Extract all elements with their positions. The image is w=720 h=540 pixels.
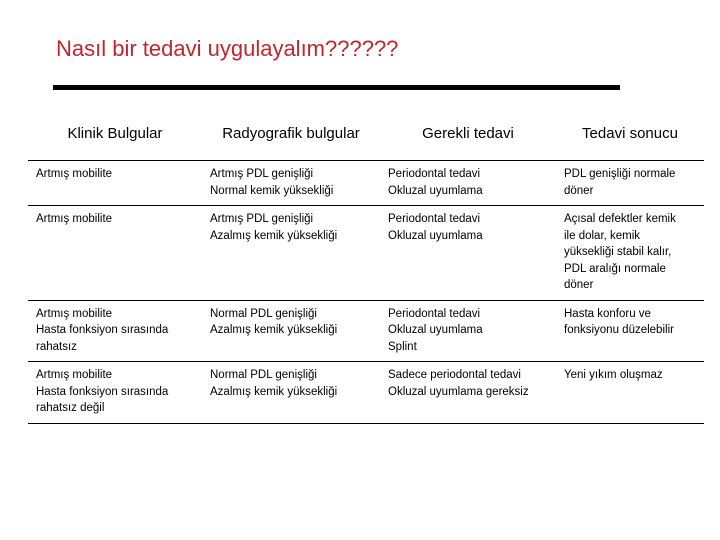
cell-line: Artmış mobilite bbox=[36, 213, 113, 225]
cell-clinical-findings bbox=[28, 161, 202, 206]
table-row bbox=[28, 300, 704, 362]
cell-required-treatment bbox=[380, 161, 556, 206]
cell-line: Normal PDL genişliği bbox=[210, 369, 317, 381]
cell-treatment-outcome bbox=[556, 362, 704, 424]
cell-line: Artmış mobilite bbox=[36, 369, 113, 381]
cell-line: Periodontal tedavi bbox=[388, 213, 481, 225]
cell-line: Periodontal tedavi bbox=[388, 168, 481, 180]
cell-line: Periodontal tedavi bbox=[388, 307, 481, 320]
cell-line: ile dolar, kemik bbox=[564, 229, 641, 242]
cell-line: Okluzal uyumlama bbox=[388, 324, 483, 336]
cell-treatment-outcome bbox=[556, 161, 704, 206]
cell-line: Azalmış kemik yüksekliği bbox=[210, 229, 338, 242]
cell-clinical-findings bbox=[28, 362, 202, 424]
cell-line: fonksiyonu düzelebilir bbox=[564, 324, 674, 336]
cell-line: Hasta konforu ve bbox=[564, 307, 651, 320]
cell-line: Azalmış kemik yüksekliği bbox=[210, 385, 338, 398]
cell-line: rahatsız değil bbox=[36, 402, 105, 414]
cell-line: Artmış mobilite bbox=[36, 307, 113, 320]
cell-required-treatment bbox=[380, 206, 556, 301]
title-underline bbox=[53, 85, 620, 90]
cell-required-treatment bbox=[380, 300, 556, 362]
cell-line: Okluzal uyumlama gereksiz bbox=[388, 385, 529, 398]
treatment-table bbox=[28, 106, 704, 424]
header-required-treatment: Gerekli tedavi bbox=[380, 106, 556, 161]
cell-treatment-outcome bbox=[556, 206, 704, 301]
cell-radiographic-findings bbox=[202, 300, 380, 362]
cell-treatment-outcome bbox=[556, 300, 704, 362]
table-row bbox=[28, 206, 704, 301]
cell-line: rahatsız bbox=[36, 340, 77, 353]
cell-required-treatment bbox=[380, 362, 556, 424]
header-treatment-outcome: Tedavi sonucu bbox=[556, 106, 704, 161]
cell-line: Normal kemik yüksekliği bbox=[210, 184, 334, 197]
cell-line: Yeni yıkım oluşmaz bbox=[564, 369, 663, 381]
header-clinical-findings: Klinik Bulgular bbox=[28, 106, 202, 161]
cell-radiographic-findings bbox=[202, 206, 380, 301]
table-row bbox=[28, 362, 704, 424]
cell-line: Splint bbox=[388, 340, 417, 353]
cell-line: PDL aralığı normale bbox=[564, 262, 666, 275]
cell-line: Normal PDL genişliği bbox=[210, 307, 317, 320]
cell-line: Hasta fonksiyon sırasında bbox=[36, 385, 169, 398]
cell-radiographic-findings bbox=[202, 362, 380, 424]
cell-line: Azalmış kemik yüksekliği bbox=[210, 324, 338, 336]
cell-line: Sadece periodontal tedavi bbox=[388, 369, 521, 381]
cell-clinical-findings bbox=[28, 300, 202, 362]
cell-line: Artmış PDL genişliği bbox=[210, 213, 314, 225]
cell-line: döner bbox=[564, 279, 594, 291]
table-header-row bbox=[28, 106, 704, 161]
cell-line: Hasta fonksiyon sırasında bbox=[36, 324, 169, 336]
table-row bbox=[28, 161, 704, 206]
header-radiographic-findings: Radyografik bulgular bbox=[202, 106, 380, 161]
cell-line: yüksekliği stabil kalır, bbox=[564, 246, 672, 258]
cell-clinical-findings bbox=[28, 206, 202, 301]
cell-line: PDL genişliği normale bbox=[564, 168, 676, 180]
cell-line: Okluzal uyumlama bbox=[388, 184, 483, 197]
cell-line: Açısal defektler kemik bbox=[564, 213, 676, 225]
cell-line: Okluzal uyumlama bbox=[388, 229, 483, 242]
cell-line: Artmış mobilite bbox=[36, 168, 113, 180]
cell-line: döner bbox=[564, 184, 594, 197]
cell-radiographic-findings bbox=[202, 161, 380, 206]
slide-title: Nasıl bir tedavi uygulayalım?????? bbox=[56, 36, 399, 61]
cell-line: Artmış PDL genişliği bbox=[210, 168, 314, 180]
